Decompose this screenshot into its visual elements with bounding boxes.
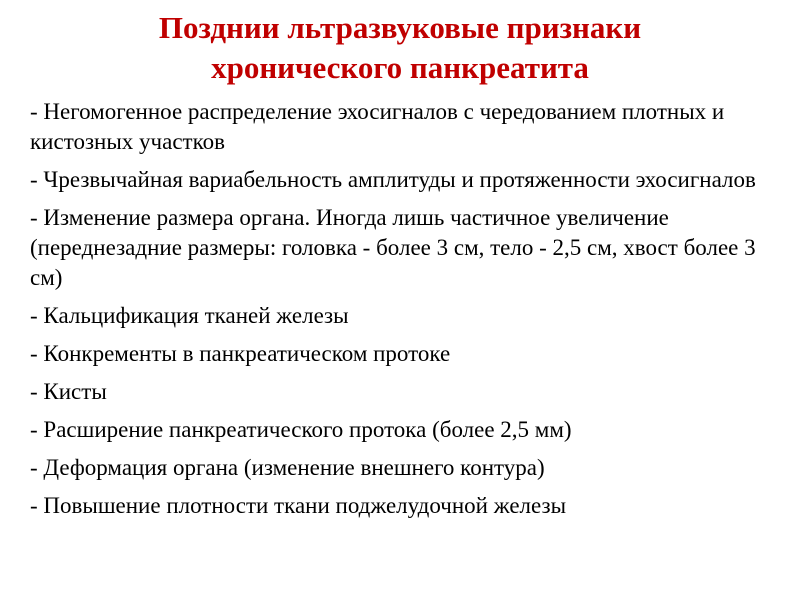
slide-title-line: хронического панкреатита (211, 50, 589, 85)
list-item: - Чрезвычайная вариабельность амплитуды и протяженности эхосигналов (30, 167, 756, 192)
list-item: - Расширение панкреатического протока (более 2,5 мм) (30, 417, 572, 442)
list-item: - Негомогенное распределение эхосигналов с чередованием плотных и кистозных участков (30, 99, 725, 154)
list-item: - Кальцификация тканей железы (30, 303, 349, 328)
list-item: - Кисты (30, 379, 107, 404)
list-item: - Деформация органа (изменение внешнего контура) (30, 455, 545, 480)
slide-title-line: Позднии льтразвуковые признаки (158, 10, 642, 45)
list-item: - Повышение плотности ткани поджелудочной железы (30, 493, 567, 518)
slide-title (0, 8, 800, 88)
list-item: - Конкременты в панкреатическом протоке (30, 341, 451, 366)
sign-list (30, 97, 775, 529)
list-item: - Изменение размера органа. Иногда лишь частичное увеличение (переднезадние размеры: головка - более 3 см, тело - 2,5 см, хвост более 3 см) (30, 205, 756, 290)
